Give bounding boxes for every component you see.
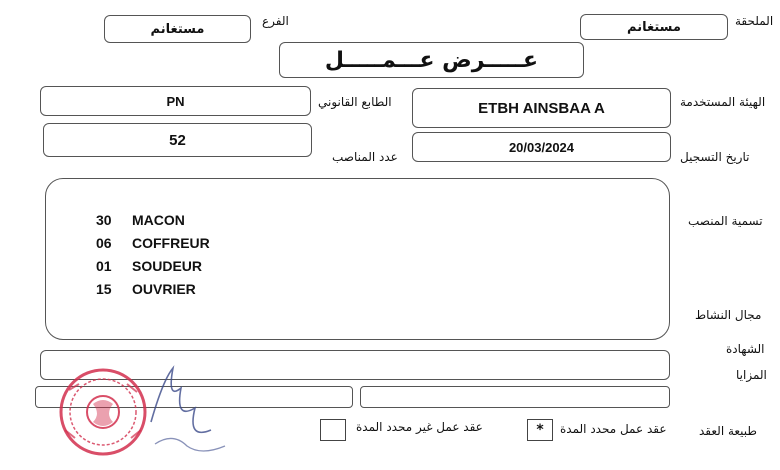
branch-field bbox=[104, 15, 251, 43]
registration-date-field bbox=[412, 132, 671, 162]
annex-value: مستغانم bbox=[627, 19, 681, 35]
official-stamp-icon bbox=[55, 360, 245, 468]
open-ended-checkbox[interactable] bbox=[320, 419, 346, 441]
employer-value: ETBH AINSBAA A bbox=[478, 99, 605, 117]
employer-field bbox=[412, 88, 671, 128]
list-item bbox=[96, 235, 210, 258]
job-qty: 30 bbox=[96, 212, 112, 228]
positions-count-label: عدد المناصب bbox=[332, 150, 398, 164]
legal-status-field bbox=[40, 86, 311, 116]
list-item bbox=[96, 281, 210, 304]
job-name: COFFREUR bbox=[132, 235, 210, 251]
registration-date-label: تاريخ التسجيل bbox=[680, 150, 750, 164]
list-item bbox=[96, 258, 210, 281]
position-title-label: تسمية المنصب bbox=[688, 214, 763, 228]
certificate-label: الشهادة bbox=[726, 342, 765, 356]
branch-label: الفرع bbox=[262, 14, 289, 28]
activity-field-label: مجال النشاط bbox=[695, 308, 762, 322]
registration-date-value: 20/03/2024 bbox=[508, 139, 575, 155]
positions-count-value: 52 bbox=[169, 131, 186, 149]
benefits-field-right bbox=[360, 386, 670, 408]
job-name: SOUDEUR bbox=[132, 258, 203, 274]
page-title: عـــــرض عـــمـــــل bbox=[324, 47, 539, 73]
annex-label: الملحقة bbox=[735, 14, 774, 28]
branch-value: مستغانم bbox=[150, 21, 205, 37]
fixed-term-checkbox[interactable] bbox=[527, 419, 553, 441]
fixed-term-mark: * bbox=[536, 422, 544, 438]
job-qty: 01 bbox=[96, 258, 112, 274]
contract-type-label: طبيعة العقد bbox=[699, 424, 757, 438]
employer-label: الهيئة المستخدمة bbox=[680, 95, 766, 109]
legal-status-value: PN bbox=[166, 93, 185, 109]
legal-status-label: الطابع القانوني bbox=[318, 95, 392, 109]
page-title-box bbox=[279, 42, 584, 78]
open-ended-label: عقد عمل غير محدد المدة bbox=[356, 420, 483, 434]
job-qty: 06 bbox=[96, 235, 112, 251]
job-list bbox=[96, 212, 210, 304]
annex-field bbox=[580, 14, 728, 40]
job-name: MACON bbox=[132, 212, 185, 228]
positions-count-field bbox=[43, 123, 312, 157]
job-name: OUVRIER bbox=[132, 281, 196, 297]
benefits-label: المزايا bbox=[736, 368, 767, 382]
list-item bbox=[96, 212, 210, 235]
job-qty: 15 bbox=[96, 281, 112, 297]
fixed-term-label: عقد عمل محدد المدة bbox=[560, 422, 667, 436]
